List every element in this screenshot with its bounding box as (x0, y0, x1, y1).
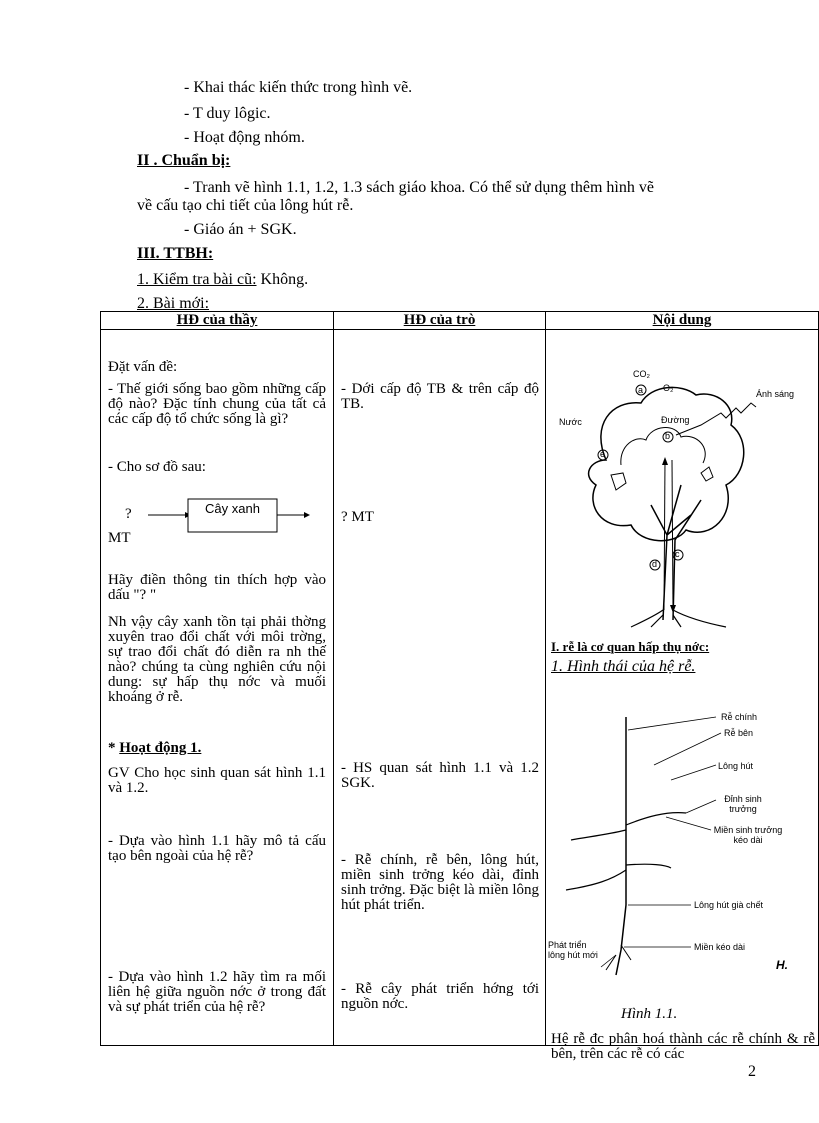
content-column (546, 330, 818, 1062)
label-new-hair: Phát triển lông hút mới (548, 940, 598, 960)
teacher-column (101, 330, 333, 1045)
student-text-1: - Dới cấp độ TB & trên cấp độ TB. (341, 381, 539, 412)
label-root-hair: Lông hút (718, 761, 754, 771)
student-text-2: ? MT (341, 509, 374, 525)
label-b: b (665, 431, 671, 441)
teacher-text-1: Đặt vấn đề: (108, 359, 178, 375)
check-value: Không. (256, 271, 309, 288)
teacher-text-2: - Thế giới sống bao gồm những cấp độ nào? Đặc tính chung của tất cả các cấp độ tổ chức sống là gì? (108, 381, 326, 427)
skill-3: - Hoạt động nhóm. (184, 129, 305, 146)
label-water: Nước (559, 417, 582, 427)
label-sugar: Đường (661, 415, 690, 425)
scheme-box-label: Cây xanh (205, 501, 260, 516)
activity-title: Hoạt động 1. (119, 740, 202, 756)
root-figure (546, 705, 819, 1005)
page-number: 2 (748, 1063, 756, 1080)
label-growth-tip: Đỉnh sinh trưởng (724, 794, 762, 814)
content-section-title: I. rễ là cơ quan hấp thụ nớc: (551, 639, 710, 654)
label-a: a (638, 385, 644, 395)
content-sub-title: 1. Hình thái của hệ rễ. (551, 658, 696, 675)
skill-2: - T duy lôgic. (184, 105, 271, 122)
student-text-4: - Rễ chính, rễ bên, lông hút, miền sinh trởng kéo dài, đỉnh sinh trởng. Đặc biệt là miền lông hút phát triển. (341, 852, 539, 913)
check-label: 1. Kiểm tra bài cũ: (137, 271, 257, 288)
activity-prefix: * (108, 740, 120, 756)
label-e: e (600, 449, 606, 459)
teacher-text-7: - Dựa vào hình 1.1 hãy mô tả cấu tạo bên ngoài của hệ rễ? (108, 833, 326, 864)
label-side-root: Rễ bên (724, 728, 754, 738)
prep-line-2: - Giáo án + SGK. (184, 221, 297, 238)
label-main-root: Rễ chính (721, 712, 758, 722)
new-lesson: 2. Bài mới: (137, 295, 210, 312)
label-elongation-zone: Miền sinh trưởng kéo dài (713, 825, 783, 845)
label-o2: O₂ (663, 383, 674, 393)
lesson-table (100, 311, 819, 1062)
label-c: c (675, 549, 680, 559)
label-light: Ánh sáng (756, 389, 795, 399)
label-co2: CO₂ (633, 369, 650, 379)
skill-1: - Khai thác kiến thức trong hình vẽ. (184, 79, 413, 96)
tree-drawing (551, 365, 816, 630)
header-student: HĐ của trò (334, 312, 546, 330)
scheme-question: ? (125, 506, 132, 522)
header-content: Nội dung (546, 312, 819, 330)
check-old-lesson (137, 270, 308, 289)
label-elong: Miền kéo dài (694, 942, 746, 952)
student-text-3: - HS quan sát hình 1.1 và 1.2 SGK. (341, 760, 539, 791)
teacher-text-3: - Cho sơ đồ sau: (108, 459, 206, 475)
section-2-title: II . Chuẩn bị: (137, 152, 231, 169)
scheme-diagram (101, 495, 333, 555)
label-dead-hair: Lông hút già chết (694, 900, 764, 910)
scheme-mt: MT (108, 530, 131, 546)
teacher-text-8: - Dựa vào hình 1.2 hãy tìm ra mối liên hệ giữa nguồn nớc ở trong đất và sự phát triển của hệ rễ? (108, 969, 326, 1015)
student-text-5: - Rễ cây phát triển hớng tới nguồn nớc. (341, 981, 539, 1012)
activity-1-title (108, 741, 326, 756)
figure-caption: Hình 1.1. (621, 1006, 678, 1022)
teacher-text-4: Hãy điền thông tin thích hợp vào dấu "? " (108, 572, 326, 603)
teacher-text-6: GV Cho học sinh quan sát hình 1.1 và 1.2. (108, 765, 326, 796)
section-3-title: III. TTBH: (137, 245, 214, 262)
prep-line-1a: - Tranh vẽ hình 1.1, 1.2, 1.3 sách giáo khoa. Có thể sử dụng thêm hình vẽ (184, 179, 654, 196)
content-body: Hệ rễ đc phân hoá thành các rễ chính & rễ bên, trên các rễ có các (551, 1031, 815, 1062)
prep-line-1b: về cấu tạo chi tiết của lông hút rễ. (137, 197, 354, 214)
tree-figure (551, 365, 816, 630)
label-h: H. (776, 958, 788, 972)
header-teacher: HĐ của thầy (101, 312, 334, 330)
teacher-text-5: Nh vậy cây xanh tồn tại phải thờng xuyên trao đổi chất với môi trờng, sự trao đổi chất đó diễn ra nh thế nào? chúng ta cùng nghiên cứu nội dung: sự hấp thụ nớc và muối khoáng ở rễ. (108, 614, 326, 705)
student-column (334, 330, 545, 1045)
label-d: d (652, 559, 658, 569)
